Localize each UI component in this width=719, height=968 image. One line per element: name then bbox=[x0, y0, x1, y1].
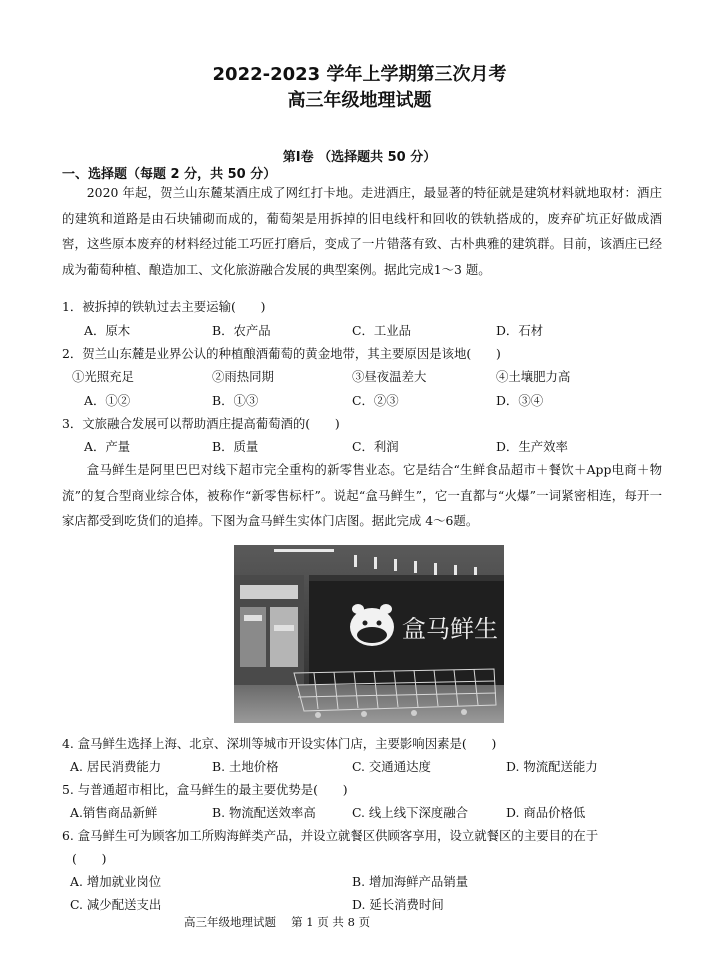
q5-option-d: D. 商品价格低 bbox=[506, 805, 586, 820]
question-2-stem: 2．贺兰山东麓是业界公认的种植酿酒葡萄的黄金地带，其主要原因是该地( ) bbox=[62, 346, 501, 361]
q2-option-b: B．①③ bbox=[212, 393, 259, 408]
q2-option-c: C．②③ bbox=[352, 393, 399, 408]
q2-option-a: A．①② bbox=[84, 393, 131, 408]
exam-title-line2: 高三年级地理试题 bbox=[287, 90, 432, 111]
q1-option-c: C．工业品 bbox=[352, 323, 412, 338]
q4-option-a: A. 居民消费能力 bbox=[70, 759, 162, 774]
q6-option-c: C. 减少配送支出 bbox=[70, 897, 162, 912]
q1-option-d: D．石材 bbox=[496, 323, 544, 338]
question-1-stem: 1．被拆掉的铁轨过去主要运输( ) bbox=[62, 299, 266, 314]
q3-option-a: A．产量 bbox=[84, 439, 131, 454]
question-4-stem: 4. 盒马鲜生选择上海、北京、深圳等城市开设实体门店，主要影响因素是( ) bbox=[62, 736, 497, 751]
q4-option-c: C. 交通通达度 bbox=[352, 759, 431, 774]
part-heading: 第Ⅰ卷 （选择题共 50 分） bbox=[282, 150, 437, 165]
q2-item-2: ②雨热同期 bbox=[212, 369, 274, 384]
section-heading: 一、选择题（每题 2 分，共 50 分） bbox=[62, 167, 277, 182]
question-3-stem: 3．文旅融合发展可以帮助酒庄提高葡萄酒的( ) bbox=[62, 416, 340, 431]
q1-option-b: B．农产品 bbox=[212, 323, 271, 338]
q3-option-b: B．质量 bbox=[212, 439, 259, 454]
question-6-stem: 6. 盒马鲜生可为顾客加工所购海鲜类产品，并设立就餐区供顾客享用，设立就餐区的主要目的在于 bbox=[62, 828, 599, 843]
passage-1: 2020 年起，贺兰山东麓某酒庄成了网红打卡地。走进酒庄，最显著的特征就是建筑材料就地取材：酒庄的建筑和道路是由石块铺砌而成的，葡萄架是用拆掉的旧电线杆和回收的铁轨搭成的，废弃矿坑正好做成酒窖，这些原本废弃的材料经过能工巧匠打磨后，变成了一片错落有致、古朴典雅的建筑群。目前，该酒庄已经成为葡萄种植、酿造加工、文化旅游融合发展的典型案例。据此完成1～3 题。 bbox=[62, 185, 662, 277]
q6-option-b: B. 增加海鲜产品销量 bbox=[352, 874, 469, 889]
q5-option-b: B. 物流配送效率高 bbox=[212, 805, 316, 820]
passage-2: 盒马鲜生是阿里巴巴对线下超市完全重构的新零售业态。它是结合“生鲜食品超市＋餐饮＋App电商＋物流”的复合型商业综合体，被称作“新零售标杆”。说起“盒马鲜生”，它一直都与“火爆”一词紧密相连，每开一家店都受到吃货们的追捧。下图为盒马鲜生实体门店图。据此完成 4～6题。 bbox=[62, 462, 662, 528]
question-6-stem-cont: ( ) bbox=[72, 851, 107, 866]
q2-item-4: ④土壤肥力高 bbox=[496, 369, 571, 384]
hippo-logo-icon bbox=[350, 604, 394, 646]
exam-title-line1: 2022-2023 学年上学期第三次月考 bbox=[212, 64, 507, 85]
q3-option-c: C．利润 bbox=[352, 439, 399, 454]
q2-item-1: ①光照充足 bbox=[72, 369, 134, 384]
store-photo bbox=[234, 545, 504, 723]
q2-option-d: D．③④ bbox=[496, 393, 544, 408]
q2-item-3: ③昼夜温差大 bbox=[352, 369, 427, 384]
q5-option-c: C. 线上线下深度融合 bbox=[352, 805, 469, 820]
q1-option-a: A．原木 bbox=[84, 323, 131, 338]
q5-option-a: A.销售商品新鲜 bbox=[70, 805, 158, 820]
q3-option-d: D．生产效率 bbox=[496, 439, 568, 454]
q6-option-a: A. 增加就业岗位 bbox=[70, 874, 162, 889]
q6-option-d: D. 延长消费时间 bbox=[352, 897, 444, 912]
page-footer: 高三年级地理试题 第 1 页 共 8 页 bbox=[184, 915, 371, 929]
q4-option-b: B. 土地价格 bbox=[212, 759, 279, 774]
store-sign-text: 盒马鲜生 bbox=[402, 615, 498, 643]
q4-option-d: D. 物流配送能力 bbox=[506, 759, 598, 774]
question-5-stem: 5. 与普通超市相比，盒马鲜生的最主要优势是( ) bbox=[62, 782, 348, 797]
